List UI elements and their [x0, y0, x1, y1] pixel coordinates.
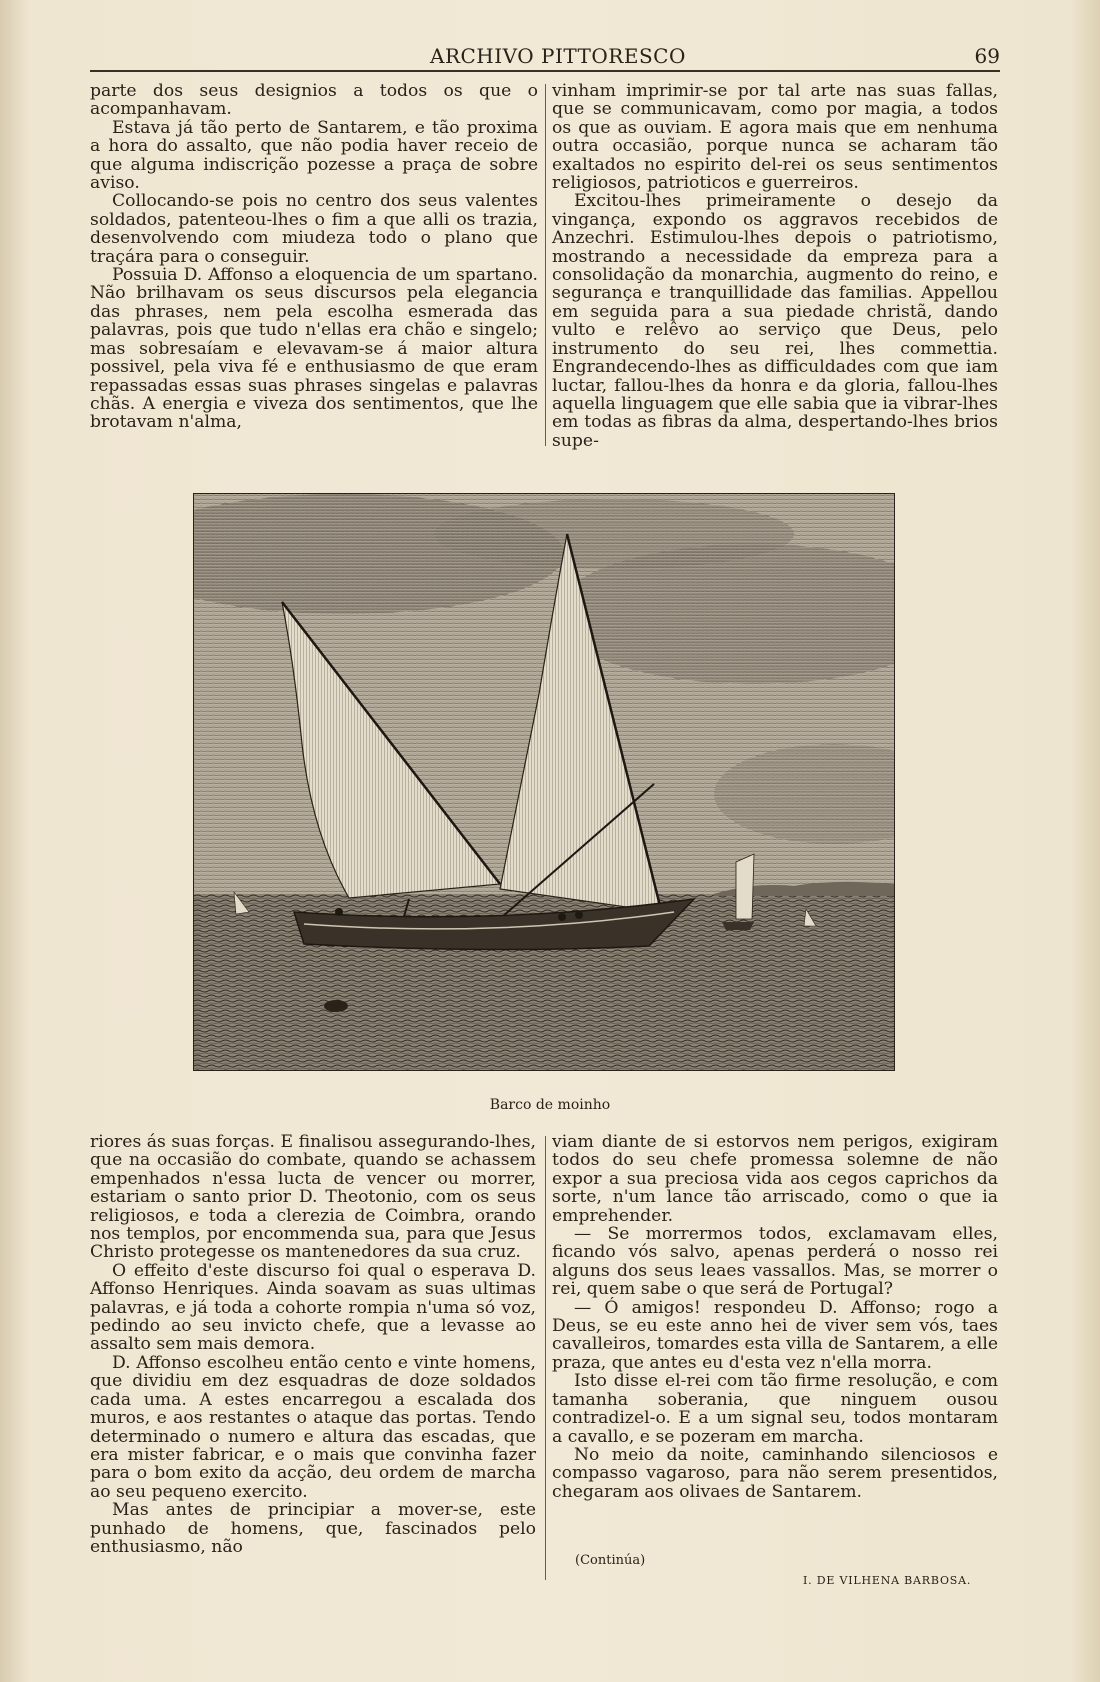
paragraph: parte dos seus designios a todos os que o acompanhavam. [90, 81, 538, 120]
paragraph: No meio da noite, caminhando silenciosos e compasso vagaroso, para não serem presentidos, chegaram aos olivaes de Santarem. [552, 1444, 998, 1502]
figure-caption: Barco de moinho [489, 1097, 611, 1113]
column-top-right [552, 82, 998, 450]
column-divider [545, 1136, 546, 1580]
paragraph: Mas antes de principiar a mover-se, este punhado de homens, que, fascinados pelo enthusiasmo, não [90, 1500, 536, 1557]
paragraph: — Se morrermos todos, exclamavam elles, ficando vós salvo, apenas perderá o nosso rei alguns dos seus leaes vassallos. Mas, se morrer o rei, quem sabe o que será de Portugal? [552, 1224, 998, 1300]
paragraph: Possuia D. Affonso a eloquencia de um spartano. Não brilhavam os seus discursos pela elegancia das phrases, nem pela escolha esmerada das palavras, pois que tudo n'ellas era chão e singelo; mas sobresaíam e elevavam-se á maior altura possivel, pela viva fé e enthusiasmo de que eram repassadas essas suas phrases singelas e palavras chãs. A energia e viveza dos sentimentos, que lhe brotavam n'alma, [90, 265, 538, 433]
paragraph: — Ó amigos! respondeu D. Affonso; rogo a Deus, se eu este anno hei de viver sem vós, taes cavalleiros, tomardes esta villa de Santarem, a elle praza, que antes eu d'esta vez n'ella morra. [552, 1297, 998, 1373]
paragraph: Excitou-lhes primeiramente o desejo da vingança, expondo os aggravos recebidos de Anzechri. Estimulou-lhes depois o patriotismo, mostrando a necessidade da empreza para a consolidação da monarchia, augmento do reino, e segurança e tranquillidade das familias. Appellou em seguida para a sua piedade christã, dando vulto e relêvo ao serviço que Deus, pelo instrumento do seu rei, lhes commettia. Engrandecendo-lhes as difficuldades com que iam luctar, fallou-lhes da honra e da gloria, fallou-lhes aquella linguagem que elle sabia que ia vibrar-lhes em todas as fibras da alma, despertando-lhes brios supe- [552, 191, 998, 451]
continued-note: (Continúa) [575, 1553, 646, 1568]
page-number: 69 [974, 44, 1000, 68]
engraving-sailboat [193, 493, 895, 1071]
column-top-left [90, 82, 538, 432]
paragraph: Collocando-se pois no centro dos seus valentes soldados, patenteou-lhes o fim a que alli os trazia, desenvolvendo com miudeza todo o plano que traçára para o conseguir. [90, 191, 538, 267]
paragraph: Estava já tão perto de Santarem, e tão proxima a hora do assalto, que não podia haver receio de que alguma indiscrição pozesse a praça de sobre aviso. [90, 117, 538, 194]
journal-title: ARCHIVO PITTORESCO [430, 44, 686, 68]
paragraph: riores ás suas forças. E finalisou assegurando-lhes, que na occasião do combate, quando se achassem empenhados n'essa lucta de vencer ou morrer, estariam o santo prior D. Theotonio, com os seus religiosos, e toda a clerezia de Coimbra, orando nos templos, por encommenda sua, para que Jesus Christo protegesse os mantenedores da sua cruz. [90, 1132, 536, 1263]
column-bottom-right [552, 1133, 998, 1501]
header-rule [90, 70, 1000, 72]
sailboat-illustration [194, 494, 894, 1070]
paragraph: vinham imprimir-se por tal arte nas suas fallas, que se communicavam, como por magia, a todos os que as ouviam. E agora mais que em nenhuma outra occasião, porque nunca se acharam tão exaltados no espirito del-rei os seus sentimentos religiosos, patrioticos e guerreiros. [552, 81, 998, 194]
paragraph: O effeito d'este discurso foi qual o esperava D. Affonso Henriques. Ainda soavam as suas ultimas palavras, e já toda a cohorte rompia n'uma só voz, pedindo ao seu invicto chefe, que a levasse ao assalto sem mais demora. [90, 1260, 536, 1355]
author-signature: I. DE VILHENA BARBOSA. [803, 1574, 972, 1587]
column-bottom-left [90, 1133, 536, 1556]
paragraph: viam diante de si estorvos nem perigos, exigiram todos do seu chefe promessa solemne de não expor a sua preciosa vida aos cegos caprichos da sorte, n'um lance tão arriscado, como o que ia emprehender. [552, 1132, 998, 1226]
page-header [90, 40, 1000, 72]
paragraph: Isto disse el-rei com tão firme resolução, e com tamanha soberania, que ninguem ousou contradizel-o. E a um signal seu, todos montaram a cavallo, e se pozeram em marcha. [552, 1371, 998, 1447]
paragraph: D. Affonso escolheu então cento e vinte homens, que dividiu em dez esquadras de doze soldados cada uma. A estes encarregou a escalada dos muros, e aos restantes o ataque das portas. Tendo determinado o numero e altura das escadas, que era mister fabricar, e o mais que convinha fazer para o bom exito da acção, deu ordem de marcha ao seu pequeno exercito. [90, 1352, 536, 1502]
column-divider [545, 84, 546, 446]
